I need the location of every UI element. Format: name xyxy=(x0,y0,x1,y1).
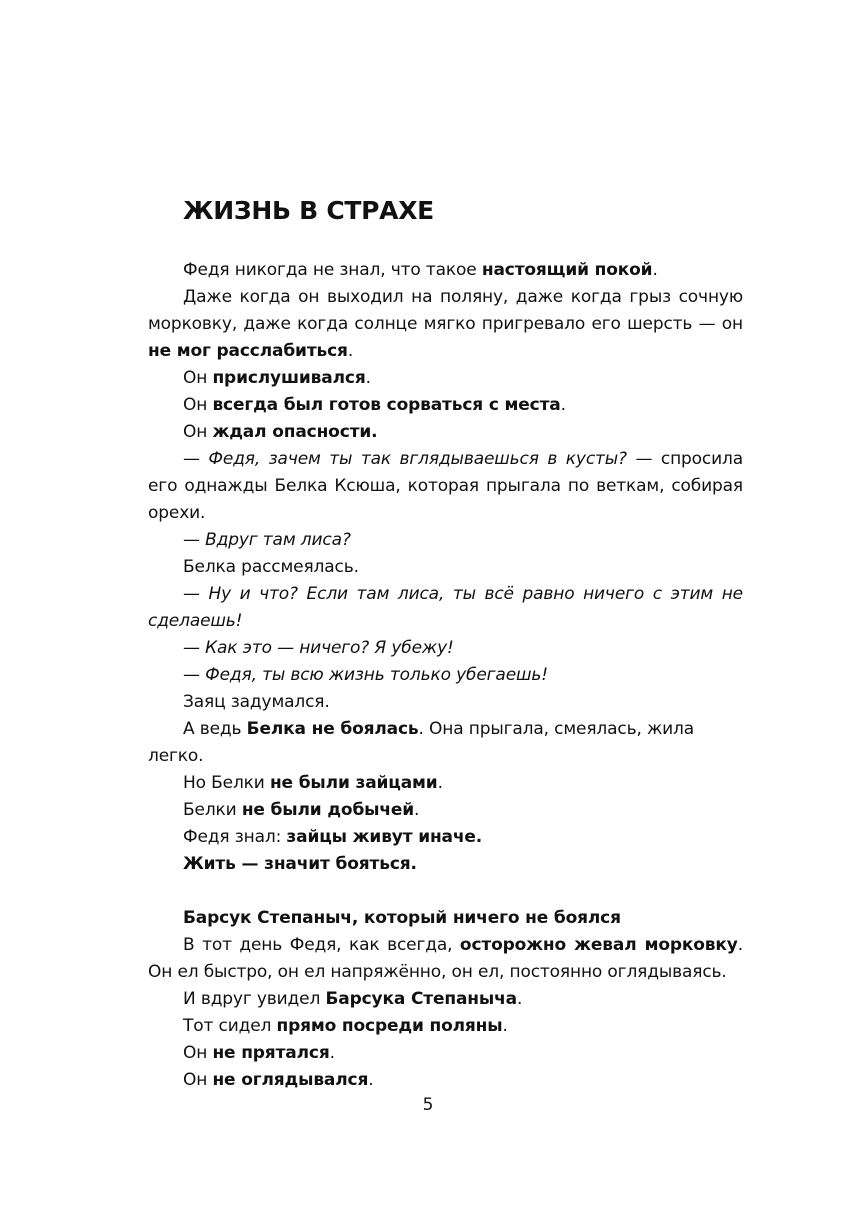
text-run: А ведь xyxy=(183,719,247,739)
bold-text: всегда был готов сорваться с места xyxy=(212,395,561,415)
text-run: . xyxy=(516,989,523,1009)
paragraph xyxy=(148,1067,743,1094)
paragraph xyxy=(148,446,743,527)
text-run: . Она прыгала, смеялась, жила легко. xyxy=(148,719,695,766)
paragraph xyxy=(148,257,743,284)
bold-text: не мог расслабиться xyxy=(148,341,348,361)
paragraph xyxy=(148,932,743,986)
italic-dialogue: — Вдруг там лиса? xyxy=(183,530,351,550)
bold-text: не прятался xyxy=(212,1043,330,1063)
bold-text: не были добычей xyxy=(241,800,415,820)
paragraph xyxy=(148,1013,743,1040)
text-run: Он xyxy=(183,1043,213,1063)
bold-text: Барсука Степаныча xyxy=(325,989,517,1009)
paragraph xyxy=(148,581,743,635)
paragraph xyxy=(148,284,743,365)
text-run: Он xyxy=(183,395,213,415)
paragraph xyxy=(148,770,743,797)
text-run: Белки xyxy=(183,800,242,820)
text-run: Даже когда он выходил на поляну, даже когда грыз сочную морковку, даже когда солнце мягко пригревало его шерсть — он xyxy=(148,287,743,334)
chapter-title: ЖИЗНЬ В СТРАХЕ xyxy=(183,196,434,225)
text-run: . xyxy=(347,341,354,361)
text-run: . xyxy=(502,1016,508,1036)
body-text xyxy=(148,257,743,1094)
paragraph xyxy=(148,392,743,419)
bold-text: осторожно жевал морковку xyxy=(459,935,738,955)
bold-text: Жить — значит бояться. xyxy=(183,854,417,874)
text-run: — спросила его однажды Белка Ксюша, которая прыгала по веткам, собирая орехи. xyxy=(148,449,743,523)
italic-dialogue: — Федя, зачем ты так вглядываешься в кусты? xyxy=(183,449,627,469)
text-run: . xyxy=(652,260,658,280)
text-run: Он xyxy=(183,1070,213,1090)
paragraph xyxy=(148,797,743,824)
text-run: . xyxy=(329,1043,335,1063)
text-run: И вдруг увидел xyxy=(183,989,326,1009)
text-run: Он xyxy=(183,422,213,442)
paragraph xyxy=(148,716,743,770)
bold-text: настоящий покой xyxy=(481,260,653,280)
text-run: Белка рассмеялась. xyxy=(183,557,359,577)
text-run: . xyxy=(437,773,443,793)
paragraph xyxy=(148,527,743,554)
bold-text: Белка не боялась xyxy=(246,719,419,739)
bold-text: Барсук Степаныч, который ничего не боялся xyxy=(183,908,621,928)
text-run: . xyxy=(560,395,566,415)
text-run: Федя знал: xyxy=(183,827,287,847)
bold-text: не оглядывался xyxy=(212,1070,369,1090)
italic-dialogue: — Как это — ничего? Я убежу! xyxy=(183,638,454,658)
paragraph xyxy=(148,986,743,1013)
paragraph xyxy=(148,554,743,581)
text-run: . xyxy=(368,1070,374,1090)
italic-dialogue: — Федя, ты всю жизнь только убегаешь! xyxy=(183,665,548,685)
paragraph xyxy=(148,1040,743,1067)
page-number: 5 xyxy=(422,1095,434,1115)
paragraph xyxy=(148,824,743,851)
paragraph xyxy=(148,905,743,932)
paragraph xyxy=(148,365,743,392)
bold-text: не были зайцами xyxy=(269,773,438,793)
text-run: . xyxy=(414,800,420,820)
bold-text: ждал опасности. xyxy=(212,422,378,442)
text-run: Но Белки xyxy=(183,773,270,793)
paragraph xyxy=(148,851,743,878)
text-run: Заяц задумался. xyxy=(183,692,330,712)
text-run: В тот день Федя, как всегда, xyxy=(183,935,460,955)
paragraph xyxy=(148,635,743,662)
text-run: . Он ел быстро, он ел напряжённо, он ел, постоянно оглядываясь. xyxy=(148,935,743,982)
bold-text: прямо посреди поляны xyxy=(276,1016,503,1036)
bold-text: зайцы живут иначе. xyxy=(286,827,483,847)
bold-text: прислушивался xyxy=(212,368,366,388)
text-run: . xyxy=(365,368,371,388)
text-run: Федя никогда не знал, что такое xyxy=(183,260,482,280)
italic-dialogue: — Ну и что? Если там лиса, ты всё равно ничего с этим не сделаешь! xyxy=(148,584,743,631)
section-spacer xyxy=(148,878,743,905)
paragraph xyxy=(148,689,743,716)
paragraph xyxy=(148,419,743,446)
text-run: Тот сидел xyxy=(183,1016,277,1036)
text-run: Он xyxy=(183,368,213,388)
paragraph xyxy=(148,662,743,689)
